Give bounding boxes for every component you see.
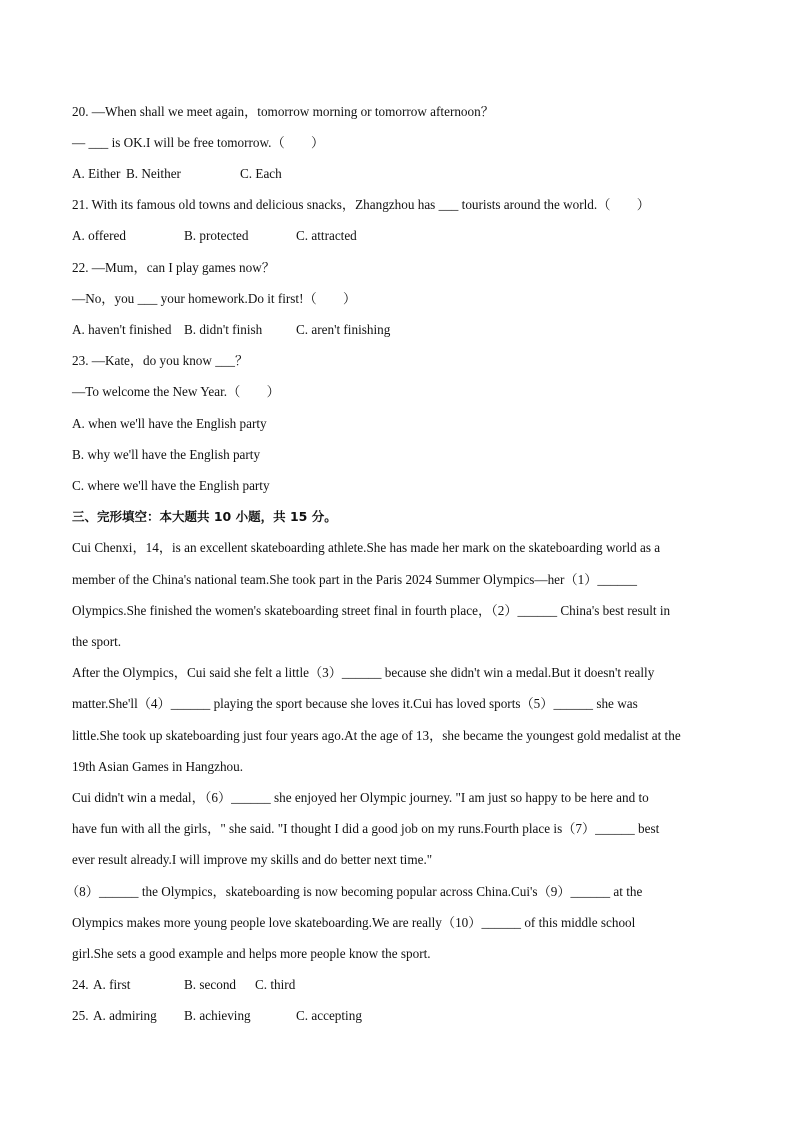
question-22-option-b: B. didn't finish: [184, 322, 263, 337]
question-23-option-c: C. where we'll have the English party: [72, 478, 270, 493]
passage-line: the sport.: [72, 634, 122, 649]
passage-line: Cui Chenxi，14，is an excellent skateboarding athlete.She has made her mark on the skateboarding world as a: [72, 540, 661, 555]
question-25-option-b: B. achieving: [184, 1008, 251, 1023]
passage-line: member of the China's national team.She took part in the Paris 2024 Summer Olympics—her（1）______: [72, 572, 637, 587]
question-22-reply: —No，you ___ your homework.Do it first!（ ）: [72, 291, 357, 306]
passage-line: matter.She'll（4）______ playing the sport because she loves it.Cui has loved sports（5）______ she was: [72, 696, 638, 711]
passage-line: Olympics.She finished the women's skateboarding street final in fourth place，（2）______ China's best result in: [72, 603, 671, 618]
passage-line: After the Olympics，Cui said she felt a little（3）______ because she didn't win a medal.But it doesn't really: [72, 665, 655, 680]
question-20-reply: — ___ is OK.I will be free tomorrow.（ ）: [72, 135, 325, 150]
question-25-option-c: C. accepting: [296, 1008, 362, 1023]
question-20-option-c: C. Each: [240, 166, 282, 181]
question-23-option-b: B. why we'll have the English party: [72, 447, 261, 462]
question-20-option-b: B. Neither: [126, 166, 181, 181]
passage-line: Cui didn't win a medal，（6）______ she enjoyed her Olympic journey. "I am just so happy to be here and to: [72, 790, 649, 805]
question-24-option-a: A. first: [93, 977, 131, 992]
question-24-option-c: C. third: [255, 977, 296, 992]
question-23-reply: —To welcome the New Year.（ ）: [72, 384, 280, 399]
question-20-stem: 20. —When shall we meet again，tomorrow morning or tomorrow afternoon？: [72, 104, 494, 119]
question-22-option-a: A. haven't finished: [72, 322, 172, 337]
question-25-number: 25.: [72, 1008, 89, 1023]
question-24-option-b: B. second: [184, 977, 237, 992]
passage-line: have fun with all the girls，" she said. "I thought I did a good job on my runs.Fourth place is（7）______ best: [72, 821, 660, 836]
question-21-option-c: C. attracted: [296, 228, 357, 243]
question-23-option-a: A. when we'll have the English party: [72, 416, 267, 431]
question-21-stem: 21. With its famous old towns and delicious snacks，Zhangzhou has ___ tourists around the world.（ ）: [72, 197, 650, 212]
question-21-option-b: B. protected: [184, 228, 249, 243]
passage-line: ever result already.I will improve my skills and do better next time.": [72, 852, 433, 867]
question-21-option-a: A. offered: [72, 228, 126, 243]
passage-line: little.She took up skateboarding just four years ago.At the age of 13，she became the youngest gold medalist at the: [72, 728, 681, 743]
passage-line: girl.She sets a good example and helps more people know the sport.: [72, 946, 431, 961]
passage-line: （8）______ the Olympics，skateboarding is now becoming popular across China.Cui's（9）______ at the: [66, 884, 643, 899]
question-24-number: 24.: [72, 977, 89, 992]
passage-line: Olympics makes more young people love skateboarding.We are really（10）______ of this middle school: [72, 915, 636, 930]
passage-line: 19th Asian Games in Hangzhou.: [72, 759, 244, 774]
question-22-stem: 22. —Mum，can I play games now？: [72, 260, 275, 275]
question-25-option-a: A. admiring: [93, 1008, 157, 1023]
section-heading: 三、完形填空：本大题共 10 小题，共 15 分。: [72, 509, 337, 524]
question-20-option-a: A. Either: [72, 166, 121, 181]
question-23-stem: 23. —Kate，do you know ___？: [72, 353, 249, 368]
question-22-option-c: C. aren't finishing: [296, 322, 391, 337]
